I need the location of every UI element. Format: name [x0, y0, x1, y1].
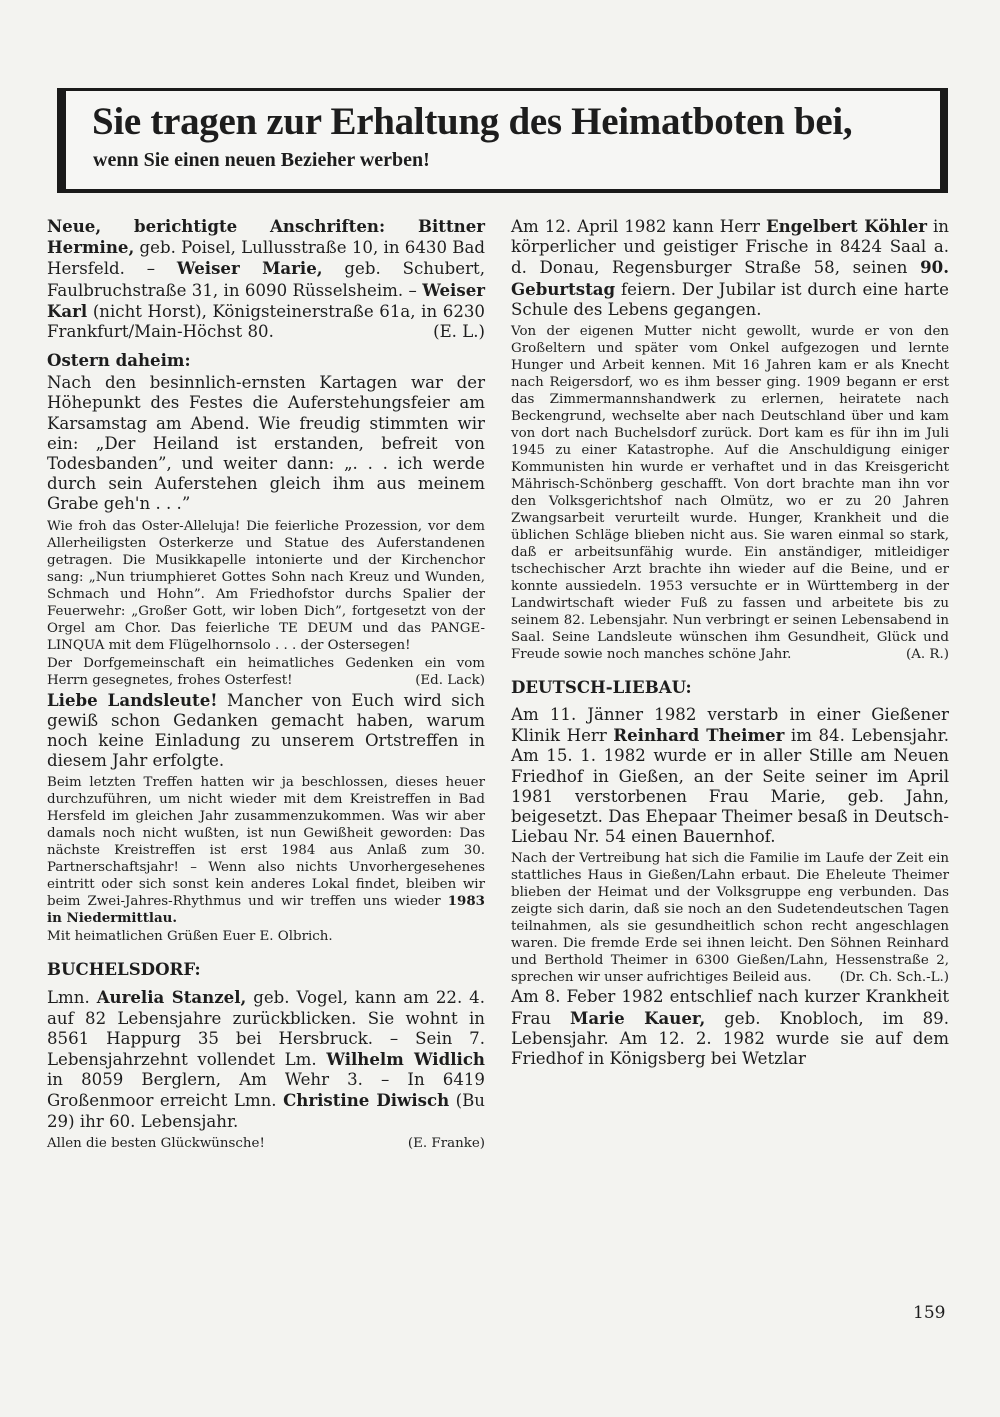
section-heading	[47, 350, 485, 370]
text-run: Mit heimatlichen Grüßen Euer E. Olbrich.	[47, 929, 333, 945]
text-run: Beim letzten Treffen hatten wir ja beschlossen, dieses heuer durchzuführen, um nicht wieder mit dem Kreistreffen in Bad Hersfeld im gleichen Jahr zusammenzukommen. Was wir aber damals noch nicht wußten, ist nun Gewißheit geworden: Das nächste Kreistreffen ist erst 1984 aus Anlaß zum 30. Partnerschaftsjahr! – Wenn also nichts Unvorhergesehenes eintritt oder sich sonst kein anderes Lokal findet, bleiben wir beim Zwei-Jahres-Rhythmus und wir treffen uns wieder	[47, 775, 485, 910]
text-run: Am 12. April 1982 kann Herr	[511, 217, 766, 236]
appeal-subline: wenn Sie einen neuen Bezieher werben!	[93, 149, 430, 171]
text-run: Nach der Vertreibung hat sich die Familie im Laufe der Zeit ein stattliches Haus in Gießen/Lahn erbaut. Die Eheleute Theimer blieben der Heimat und der Volksgruppe eng verbunden. Das zeigte sich darin, daß sie noch an den Sudetendeutschen Tagen teilnahmen, als sie gesundheitlich schon recht angeschlagen waren. Die fremde Erde sei ihnen leicht. Den Söhnen Reinhard und Berthold Theimer in 6300 Gießen/Lahn, Hessenstraße 2, sprechen wir unser aufrichtiges Beileid aus.	[511, 851, 949, 986]
bold-text: Weiser Marie,	[176, 258, 323, 279]
text-run: Mancher von Euch wird sich gewiß schon Gedanken gemacht haben, warum noch keine Einladung zu unserem Ortstreffen in diesem Jahr erfolgte.	[47, 690, 485, 771]
article-paragraph	[511, 216, 949, 320]
text-run: geb. Knobloch, im 89. Lebensjahr. Am 12. 2. 1982 wurde sie auf dem Friedhof in Königsberg bei Wetzlar	[511, 1008, 950, 1069]
bold-text: Ostern daheim:	[47, 350, 191, 371]
text-run: feiern. Der Jubilar ist durch eine harte Schule des Lebens gegangen.	[511, 279, 949, 319]
article-paragraph	[47, 1135, 485, 1152]
article-paragraph	[511, 705, 949, 847]
left-column	[47, 216, 485, 1153]
text-run: Am 11. Jänner 1982 verstarb in einer Gießener Klinik Herr	[511, 705, 949, 746]
text-run: Allen die besten Glückwünsche!	[47, 1135, 265, 1151]
text-run: in 8059 Berglern, Am Wehr 3. – In 6419 Großenmoor erreicht Lmn.	[47, 1070, 485, 1111]
article-paragraph	[47, 690, 485, 772]
right-column	[511, 216, 949, 1072]
article-paragraph	[47, 928, 485, 945]
bold-text: Weiser Karl	[47, 279, 485, 321]
article-paragraph	[47, 373, 485, 514]
section-heading	[511, 677, 949, 697]
text-run: geb. Vogel, kann am 22. 4. auf 82 Lebensjahre zurückblicken. Sie wohnt in 8561 Happurg 35 bei Hersbruck. – Sein 7. Lebensjahrzehnt vollendet Lm.	[47, 988, 486, 1070]
bold-text: Neue, berichtigte Anschriften: Bittner Hermine,	[47, 216, 485, 258]
text-run: Von der eigenen Mutter nicht gewollt, wurde er von den Großeltern und später vom Onkel aufgezogen und lernte Hunger und Arbeit kennen. Mit 16 Jahren kam er als Knecht nach Reigersdorf, wo es ihm besser ging. 1909 begann er erst das Zimmermannshandwerk zu erlernen, heiratete nach Beckengrund, wechselte aber nach Deutschland über und kam von dort nach Buchelsdorf zurück. Dort kam es für ihn im Juli 1945 zu einer Katastrophe. Auf die Anschuldigung einiger Kommunisten hin wurde er verhaftet und in das Kreisgericht Mährisch-Schönberg geschafft. Von dort brachte man ihn vor den Volksgerichtshof nach Olmütz, wo er zu 20 Jahren Zwangsarbeit verurteilt wurde. Hunger, Krankheit und die üblichen Schläge blieben nicht aus. Sie waren einmal so stark, daß er arbeitsunfähig wurde. Ein anständiger, mitleidiger tschechischer Arzt brachte ihn wieder auf die Beine, und er konnte aussiedeln. 1953 versuchte er in Württemberg in der Landwirtschaft wieder Fuß zu fassen und arbeitete bis zu seinem 82. Lebensjahr. Nun verbringt er seinen Lebensabend in Saal. Seine Landsleute wünschen ihm Gesundheit, Glück und Freude sowie noch manches schöne Jahr.	[511, 324, 949, 663]
bold-text: Reinhard Theimer	[613, 725, 785, 746]
article-paragraph	[47, 655, 485, 689]
article-paragraph	[511, 323, 949, 663]
section-heading	[47, 959, 485, 979]
author-signature: (Ed. Lack)	[415, 672, 485, 688]
text-run: Lmn.	[47, 988, 97, 1008]
author-signature: (A. R.)	[906, 647, 949, 663]
article-paragraph	[47, 216, 485, 342]
text-run: Der Dorfgemeinschaft ein heimatliches Gedenken ein vom Herrn gesegnetes, frohes Osterfest!	[47, 655, 485, 688]
text-run: Am 8. Feber 1982 entschlief nach kurzer Krankheit Frau	[511, 987, 949, 1028]
text-run: geb. Poisel, Lullusstraße 10, in 6430 Bad Hersfeld. –	[47, 238, 485, 279]
bold-text: 1983 in Niedermittlau.	[47, 893, 485, 927]
article-paragraph	[47, 774, 485, 927]
author-signature: (E. L.)	[433, 322, 485, 342]
bold-text: Wilhelm Widlich	[326, 1049, 485, 1070]
article-paragraph	[47, 987, 485, 1131]
bold-text: Aurelia Stanzel,	[96, 987, 247, 1008]
article-paragraph	[511, 850, 949, 986]
bold-text: Christine Diwisch	[283, 1090, 450, 1111]
article-paragraph	[47, 518, 485, 654]
page-number: 159	[913, 1303, 946, 1323]
appeal-headline: Sie tragen zur Erhaltung des Heimatboten bei,	[92, 100, 853, 143]
subscription-appeal-box	[57, 88, 948, 193]
text-run: Wie froh das Oster-Alleluja! Die feierliche Prozession, vor dem Allerheiligsten Osterkerze und Statue des Auferstandenen getragen. Die Musikkapelle intonierte und der Kirchenchor sang: „Nun triumphieret Gottes Sohn nach Kreuz und Wunden, Schmach und Hohn”. Am Friedhofstor durchs Spalier der Feuerwehr: „Großer Gott, wir loben Dich”, fortgesetzt von der Orgel am Chor. Das feierliche TE DEUM und das PANGE-LINQUA mit dem Flügelhornsolo . . . der Ostersegen!	[47, 518, 485, 653]
text-run: geb. Schubert, Faulbruchstraße 31, in 6090 Rüsselsheim. –	[47, 259, 485, 300]
article-paragraph	[511, 987, 949, 1069]
text-run: in körperlicher und geistiger Frische in 8424 Saal a. d. Donau, Regensburger Straße 58, seinen	[511, 217, 949, 278]
bold-text: DEUTSCH-LIEBAU:	[511, 677, 692, 698]
bold-text: Marie Kauer,	[569, 1007, 706, 1028]
author-signature: (E. Franke)	[407, 1135, 485, 1151]
text-run: (Bu 29) ihr 60. Lebensjahr.	[47, 1091, 485, 1131]
bold-text: 90. Geburtstag	[511, 257, 949, 299]
text-run: im 84. Lebensjahr. Am 15. 1. 1982 wurde er in aller Stille am Neuen Friedhof in Gießen, an der Seite seiner im April 1981 verstorbenen Frau Marie, geb. Jahn, beigesetzt. Das Ehepaar Theimer besaß in Deutsch-Liebau Nr. 54 einen Bauernhof.	[511, 726, 949, 847]
bold-text: Liebe Landsleute!	[47, 689, 218, 710]
text-run: (nicht Horst), Königsteinerstraße 61a, in 6230 Frankfurt/Main-Höchst 80.	[47, 301, 485, 342]
author-signature: (Dr. Ch. Sch.-L.)	[839, 970, 949, 986]
bold-text: Engelbert Köhler	[765, 216, 927, 236]
text-run: Nach den besinnlich-ernsten Kartagen war der Höhepunkt des Festes die Auferstehungsfeier am Karsamstag am Abend. Wie freudig stimmten wir ein: „Der Heiland ist erstanden, befreit von Todesbanden”, und weiter dann: „. . . ich werde durch sein Auferstehen gleich ihm aus meinem Grabe geh'n . . .”	[47, 373, 485, 514]
bold-text: BUCHELSDORF:	[47, 959, 201, 980]
